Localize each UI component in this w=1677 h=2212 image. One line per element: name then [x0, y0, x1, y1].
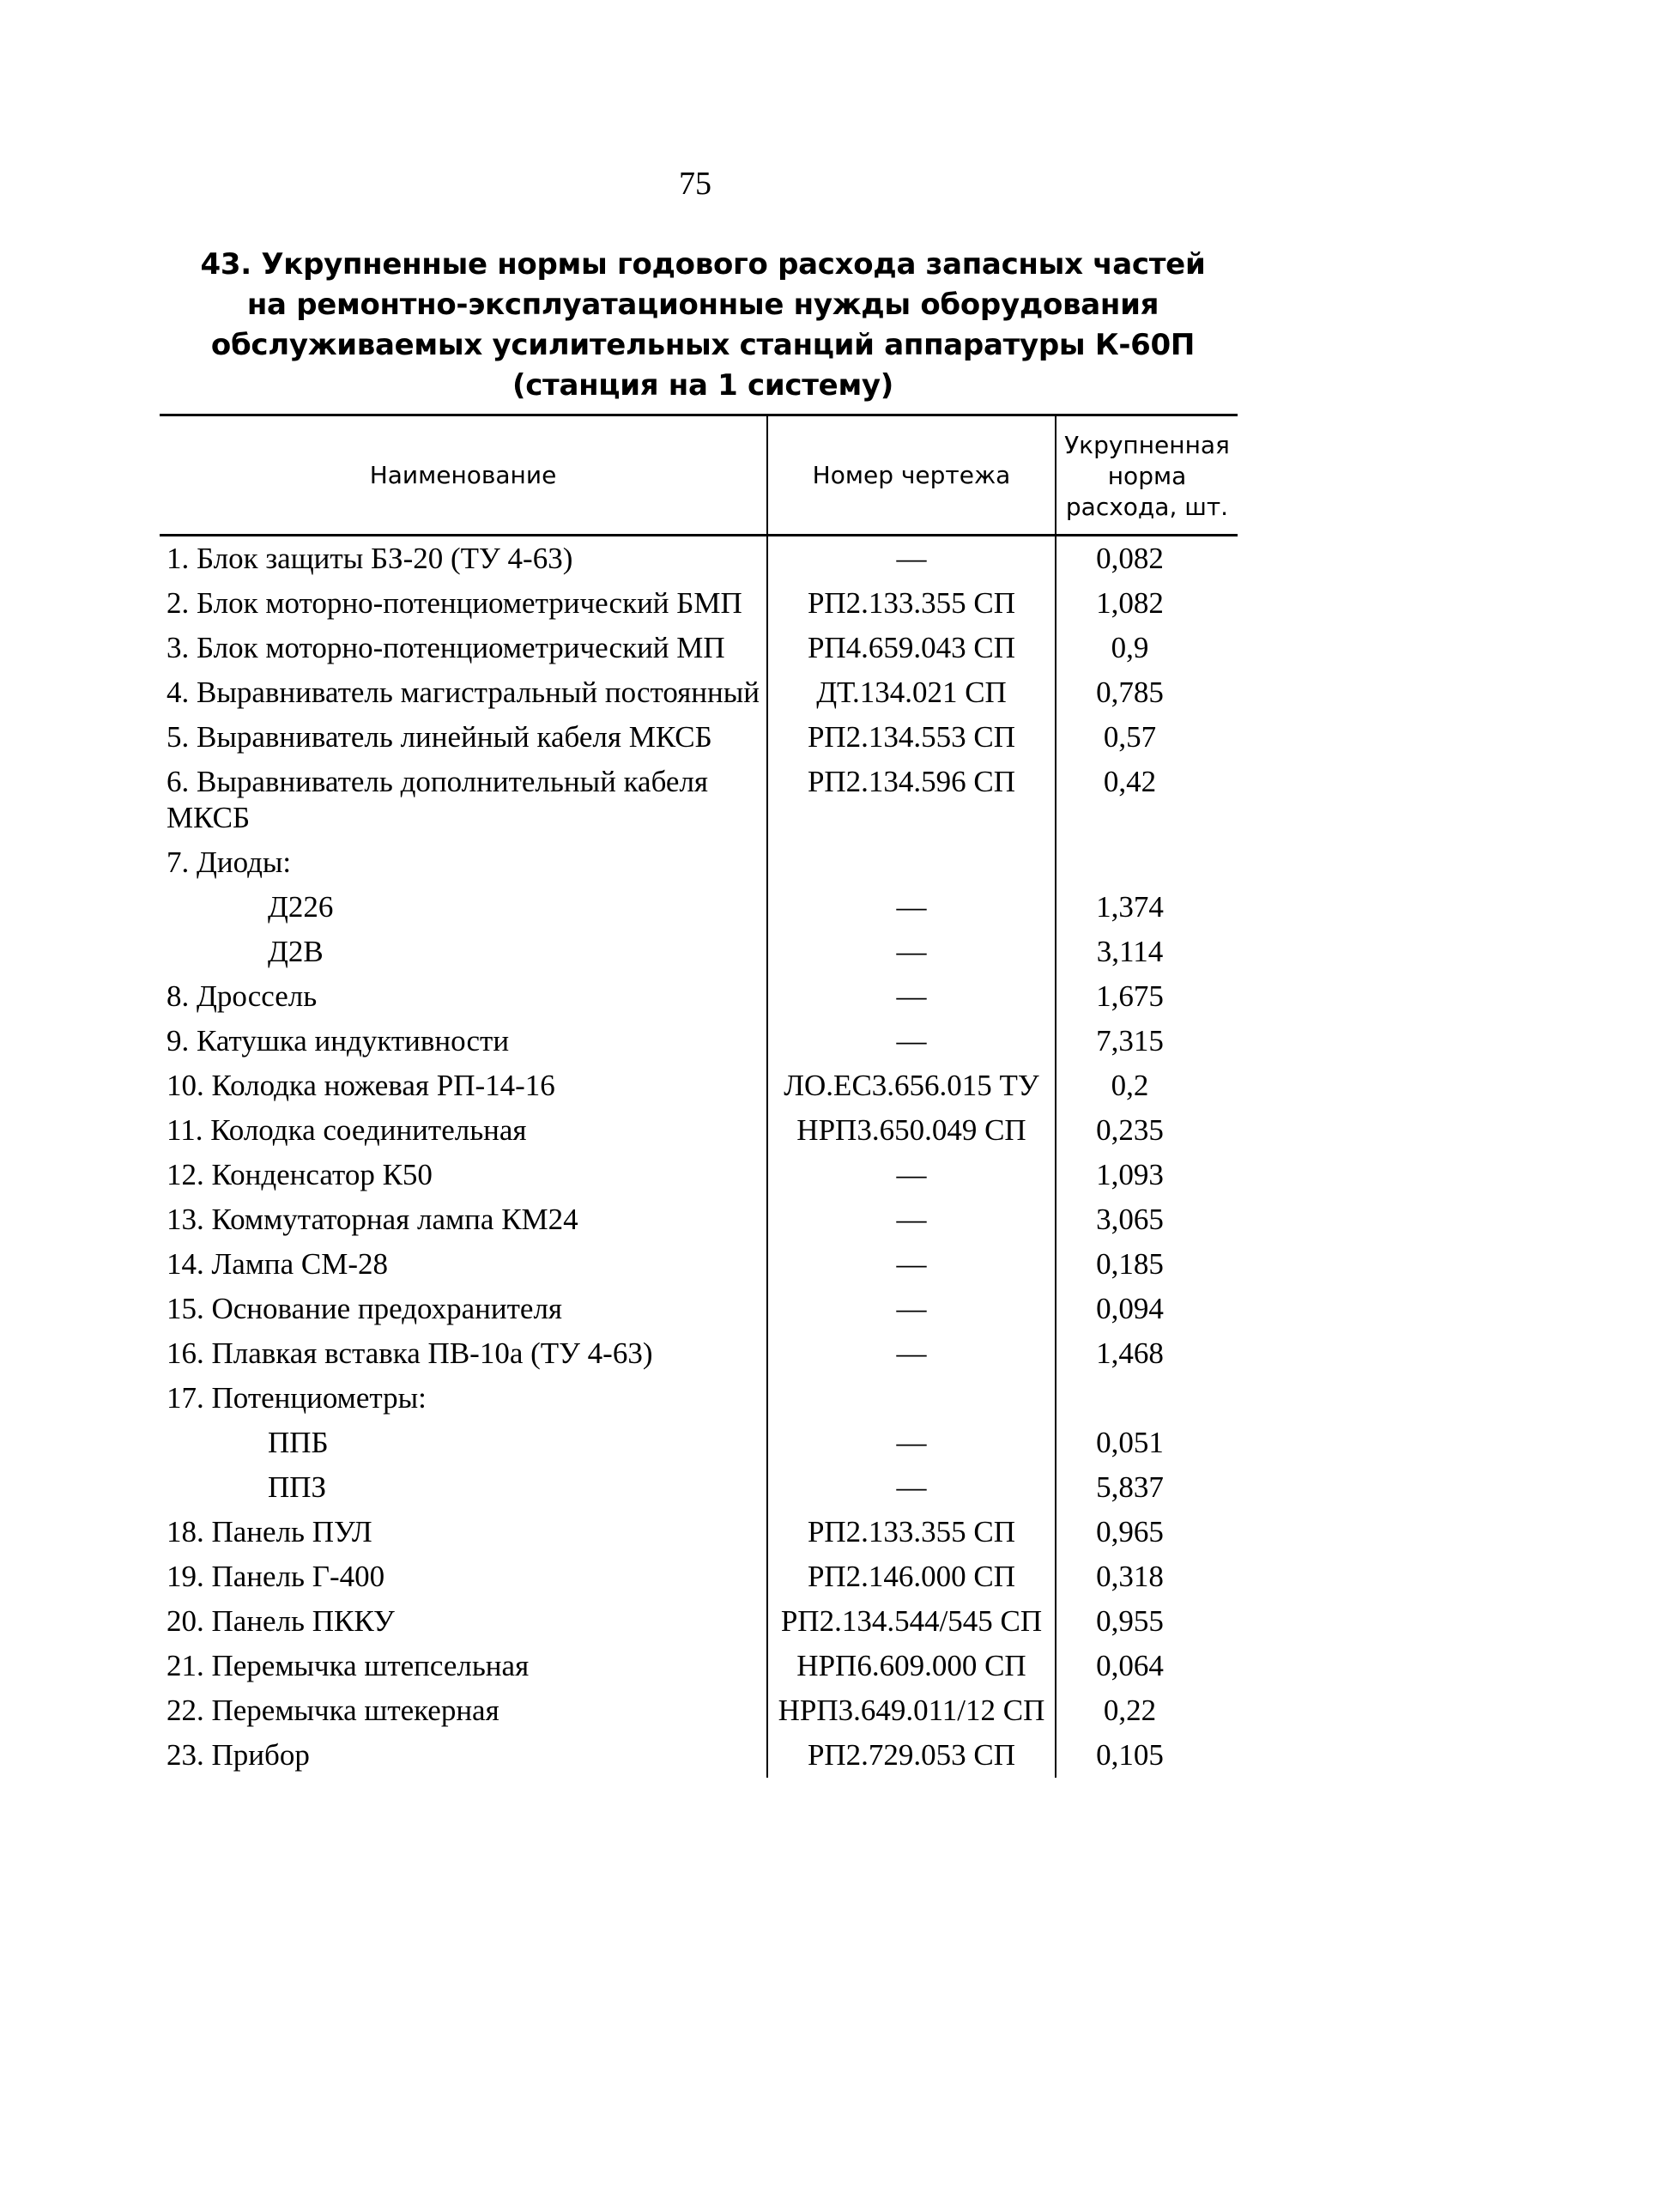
cell-name: 15. Основание предохранителя [160, 1287, 767, 1331]
cell-drawing-number: РП2.133.355 СП [767, 1510, 1056, 1554]
table-row [160, 1376, 1238, 1421]
cell-norm: 0,185 [1096, 1247, 1164, 1281]
header-drawing-number: Номер чертежа [767, 415, 1056, 536]
cell-name: ППЗ [160, 1465, 767, 1510]
cell-drawing-number: ДТ.134.021 СП [767, 670, 1056, 715]
cell-norm: 0,9 [1111, 631, 1149, 664]
cell-drawing-number: — [767, 1019, 1056, 1064]
cell-name: Д226 [160, 885, 767, 930]
cell-name: 16. Плавкая вставка ПВ-10а (ТУ 4-63) [160, 1331, 767, 1376]
cell-norm: 0,051 [1096, 1426, 1164, 1459]
cell-name: 17. Потенциометры: [160, 1376, 767, 1421]
cell-norm: 0,082 [1096, 542, 1164, 575]
cell-norm: 0,318 [1096, 1560, 1164, 1593]
cell-drawing-number: — [767, 930, 1056, 974]
cell-drawing-number: НРП6.609.000 СП [767, 1644, 1056, 1688]
title-line: (станция на 1 систему) [512, 368, 894, 403]
cell-drawing-number: — [767, 1197, 1056, 1242]
table-row [160, 626, 1238, 670]
cell-drawing-number: — [767, 1331, 1056, 1376]
spare-parts-table [160, 414, 1238, 1778]
cell-name: 6. Выравниватель дополнительный кабеля МКСБ [160, 760, 767, 840]
cell-drawing-number [767, 840, 1056, 885]
cell-name: 22. Перемычка штекерная [160, 1688, 767, 1733]
table-row [160, 974, 1238, 1019]
table-row [160, 1688, 1238, 1733]
cell-norm: 5,837 [1096, 1470, 1164, 1504]
cell-drawing-number: НРП3.650.049 СП [767, 1108, 1056, 1153]
cell-drawing-number: ЛО.ЕС3.656.015 ТУ [767, 1064, 1056, 1108]
cell-drawing-number: — [767, 1153, 1056, 1197]
cell-drawing-number: — [767, 885, 1056, 930]
table-row [160, 715, 1238, 760]
table-row [160, 1287, 1238, 1331]
cell-name: 9. Катушка индуктивности [160, 1019, 767, 1064]
cell-name: 1. Блок защиты БЗ-20 (ТУ 4-63) [160, 536, 767, 582]
cell-norm: 0,785 [1096, 676, 1164, 709]
page-number: 75 [679, 166, 711, 202]
table-row [160, 536, 1238, 582]
cell-norm: 0,235 [1096, 1113, 1164, 1147]
cell-drawing-number: РП2.134.544/545 СП [767, 1599, 1056, 1644]
cell-drawing-number: РП2.133.355 СП [767, 581, 1056, 626]
cell-norm [1056, 840, 1238, 885]
table-row [160, 840, 1238, 885]
cell-drawing-number: РП2.134.596 СП [767, 760, 1056, 840]
table-row [160, 1019, 1238, 1064]
cell-name: 8. Дроссель [160, 974, 767, 1019]
cell-norm: 1,468 [1096, 1336, 1164, 1370]
table-title [160, 245, 1246, 406]
cell-name: 2. Блок моторно-потенциометрический БМП [160, 581, 767, 626]
cell-drawing-number: — [767, 1287, 1056, 1331]
cell-name: 20. Панель ПККУ [160, 1599, 767, 1644]
cell-drawing-number [767, 1376, 1056, 1421]
cell-drawing-number: РП2.146.000 СП [767, 1554, 1056, 1599]
cell-norm: 0,57 [1103, 720, 1157, 754]
cell-norm [1056, 1376, 1238, 1421]
cell-norm: 0,42 [1103, 765, 1157, 798]
cell-name: 23. Прибор [160, 1733, 767, 1778]
cell-drawing-number: — [767, 1242, 1056, 1287]
table-row [160, 1733, 1238, 1778]
cell-name: 7. Диоды: [160, 840, 767, 885]
cell-norm: 0,955 [1096, 1604, 1164, 1638]
table-row [160, 1554, 1238, 1599]
title-line: 43. Укрупненные нормы годового расхода запасных частей [200, 247, 1206, 282]
cell-norm: 1,675 [1096, 979, 1164, 1013]
cell-name: 21. Перемычка штепсельная [160, 1644, 767, 1688]
table-row [160, 1644, 1238, 1688]
table-row [160, 1465, 1238, 1510]
cell-norm: 7,315 [1096, 1024, 1164, 1058]
table-row [160, 1242, 1238, 1287]
cell-norm: 0,064 [1096, 1649, 1164, 1682]
title-line: обслуживаемых усилительных станций аппаратуры К-60П [210, 328, 1196, 362]
cell-name: 3. Блок моторно-потенциометрический МП [160, 626, 767, 670]
cell-norm: 1,374 [1096, 890, 1164, 924]
cell-norm: 0,22 [1103, 1694, 1157, 1727]
cell-name: 4. Выравниватель магистральный постоянный [160, 670, 767, 715]
cell-name: 13. Коммутаторная лампа КМ24 [160, 1197, 767, 1242]
table-row [160, 1108, 1238, 1153]
table-row [160, 1599, 1238, 1644]
table-body [160, 536, 1238, 1779]
cell-name: 18. Панель ПУЛ [160, 1510, 767, 1554]
table-row [160, 581, 1238, 626]
cell-drawing-number: — [767, 1421, 1056, 1465]
cell-name: 12. Конденсатор К50 [160, 1153, 767, 1197]
table-row [160, 930, 1238, 974]
title-line: на ремонтно-эксплуатационные нужды оборудования [246, 288, 1159, 322]
table-row [160, 760, 1238, 840]
cell-name: ППБ [160, 1421, 767, 1465]
table-row [160, 1331, 1238, 1376]
cell-name: 10. Колодка ножевая РП-14-16 [160, 1064, 767, 1108]
table-row [160, 1510, 1238, 1554]
header-norm: Укрупненная норма расхода, шт. [1056, 415, 1238, 536]
table-row [160, 1064, 1238, 1108]
cell-drawing-number: — [767, 974, 1056, 1019]
cell-drawing-number: — [767, 1465, 1056, 1510]
cell-name: Д2В [160, 930, 767, 974]
table-row [160, 670, 1238, 715]
cell-name: 19. Панель Г-400 [160, 1554, 767, 1599]
cell-drawing-number: НРП3.649.011/12 СП [767, 1688, 1056, 1733]
table-row [160, 1421, 1238, 1465]
cell-drawing-number: РП4.659.043 СП [767, 626, 1056, 670]
cell-norm: 0,094 [1096, 1292, 1164, 1325]
cell-drawing-number: РП2.134.553 СП [767, 715, 1056, 760]
table-row [160, 885, 1238, 930]
cell-drawing-number: РП2.729.053 СП [767, 1733, 1056, 1778]
cell-norm: 0,2 [1111, 1069, 1149, 1102]
cell-norm: 1,093 [1096, 1158, 1164, 1191]
cell-norm: 3,114 [1096, 935, 1164, 968]
cell-drawing-number: — [767, 536, 1056, 582]
cell-norm: 3,065 [1096, 1203, 1164, 1236]
table-header-row [160, 415, 1238, 536]
cell-name: 11. Колодка соединительная [160, 1108, 767, 1153]
cell-norm: 1,082 [1096, 586, 1164, 620]
table-row [160, 1197, 1238, 1242]
table-row [160, 1153, 1238, 1197]
cell-norm: 0,965 [1096, 1515, 1164, 1548]
cell-norm: 0,105 [1096, 1738, 1164, 1772]
cell-name: 5. Выравниватель линейный кабеля МКСБ [160, 715, 767, 760]
cell-name: 14. Лампа СМ-28 [160, 1242, 767, 1287]
header-name: Наименование [160, 415, 767, 536]
